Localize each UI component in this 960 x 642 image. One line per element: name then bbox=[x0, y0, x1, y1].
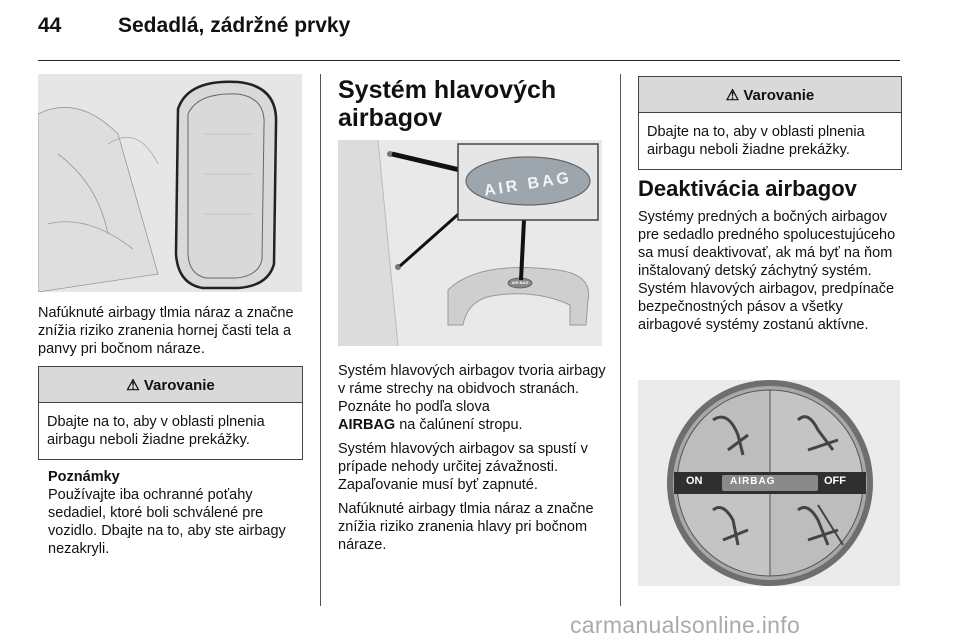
page-header bbox=[38, 14, 350, 38]
col2-text bbox=[338, 362, 608, 560]
col3-warning-title: Varovanie bbox=[743, 87, 815, 104]
col1-warning-header bbox=[39, 367, 302, 403]
warning-triangle-icon: ⚠ bbox=[126, 377, 140, 394]
heading-line-1: Systém hlavových bbox=[338, 76, 557, 104]
watermark: carmanualsonline.info bbox=[570, 612, 801, 638]
col2-paragraph-1 bbox=[338, 362, 608, 434]
heading-line-2: airbagov bbox=[338, 104, 443, 132]
col2-paragraph-3: Nafúknuté airbagy tlmia náraz a značne znížia riziko zranenia hlavy pri bočnom náraze. bbox=[338, 501, 594, 553]
headliner-airbag-illustration bbox=[338, 140, 602, 346]
airbag-emblem-label: AIR BAG bbox=[482, 169, 573, 200]
note-body: Používajte iba ochranné poťahy sedadiel, ktoré boli schválené pre vozidlo. Dbajte na to, aby ste airbagy nezakryli. bbox=[48, 487, 286, 557]
col3-paragraph: Systémy predných a bočných airbagov pre sedadlo predného spolucestujúceho sa musí deaktivovať, ak má byť na ňom inštalovaný detský záchytný systém. Systém hlavových airbagov, predpínače bezpečnostných pásov a všetky airbagové systémy zostanú aktívne. bbox=[638, 209, 896, 333]
col1-note bbox=[48, 468, 310, 558]
col2-heading bbox=[338, 76, 608, 132]
switch-label-airbag: AIRBAG bbox=[730, 476, 776, 487]
col1-warning-box bbox=[38, 366, 303, 460]
col3-warning-box bbox=[638, 76, 902, 170]
col3-heading bbox=[638, 176, 908, 202]
header-rule bbox=[38, 60, 900, 61]
column-divider-1 bbox=[320, 74, 321, 606]
p1-text: Systém hlavových airbagov tvoria airbagy v ráme strechy na obidvoch stranách. Poznáte ho podľa slova bbox=[338, 363, 606, 415]
col2-paragraph-2: Systém hlavových airbagov sa spustí v prípade nehody určitej závažnosti. Zapaľovanie musí byť zapnuté. bbox=[338, 441, 588, 493]
switch-label-on: ON bbox=[686, 475, 703, 487]
warning-triangle-icon: ⚠ bbox=[725, 87, 740, 104]
page-title: Sedadlá, zádržné prvky bbox=[118, 14, 351, 37]
col1-warning-body: Dbajte na to, aby v oblasti plnenia airbagu neboli žiadne prekážky. bbox=[47, 414, 265, 448]
airbag-switch-illustration bbox=[638, 380, 900, 586]
col3-warning-header bbox=[639, 77, 901, 113]
seat-airbag-illustration bbox=[38, 74, 302, 292]
col3-warning-body: Dbajte na to, aby v oblasti plnenia airbagu neboli žiadne prekážky. bbox=[647, 124, 865, 158]
p1-bold: AIRBAG bbox=[338, 417, 396, 433]
col3-text bbox=[638, 208, 903, 340]
col1-warning-title: Varovanie bbox=[143, 377, 215, 394]
col1-text bbox=[38, 304, 303, 364]
p1-after: na čalúnení stropu. bbox=[395, 417, 523, 433]
column-divider-2 bbox=[620, 74, 621, 606]
note-title: Poznámky bbox=[48, 469, 120, 485]
col1-paragraph: Nafúknuté airbagy tlmia náraz a značne znížia riziko zranenia hornej časti tela a panvy pri bočnom náraze. bbox=[38, 305, 294, 357]
airbag-emblem-small: AIR BAG bbox=[511, 280, 529, 285]
switch-label-off: OFF bbox=[824, 475, 846, 487]
deactivation-heading: Deaktivácia airbagov bbox=[638, 176, 857, 201]
page-number: 44 bbox=[38, 14, 62, 37]
